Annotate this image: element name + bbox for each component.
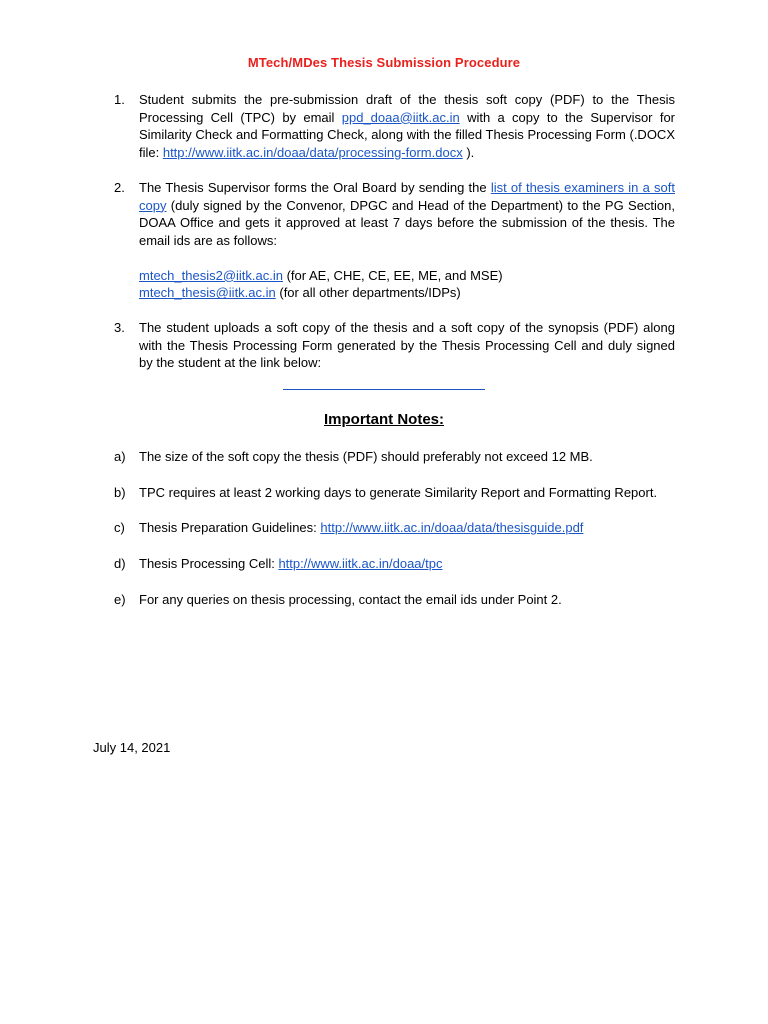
note-d [114, 555, 675, 573]
note-text: TPC requires at least 2 working days to generate Similarity Report and Formatting Report. [139, 484, 658, 500]
step-1 [114, 91, 675, 162]
note-text: Thesis Preparation Guidelines: http://www.iitk.ac.in/doaa/data/thesisguide.pdf [139, 520, 584, 536]
note-c [114, 519, 675, 537]
email-list [139, 267, 675, 302]
note-marker: a) [114, 449, 126, 464]
step-text: Student submits the pre-submission draft of the thesis soft copy (PDF) to the Thesis Processing Cell (TPC) by email ppd_doaa@iitk.ac.in with a copy to the Supervisor for Similarity Check and Formatting Check, along with the filled Thesis Processing Form (.DOCX file: http://www.iitk.ac.in/doaa/data/processing-form.docx ). [139, 92, 676, 161]
upload-link-placeholder[interactable] [283, 389, 485, 390]
note-marker: d) [114, 556, 126, 572]
email-link-thesis2[interactable]: mtech_thesis2@iitk.ac.in [139, 267, 283, 283]
email-line: mtech_thesis@iitk.ac.in (for all other departments/IDPs) [139, 285, 461, 301]
note-a [114, 448, 675, 466]
note-b [114, 484, 675, 502]
note-e [114, 591, 675, 609]
step-marker: 3. [114, 320, 125, 336]
tpc-page-link[interactable]: http://www.iitk.ac.in/doaa/tpc [278, 556, 443, 572]
note-marker: b) [114, 484, 126, 500]
note-marker: e) [114, 591, 126, 607]
examiners-list-link[interactable]: list of thesis examiners in a soft copy [139, 179, 675, 213]
step-marker: 1. [114, 92, 125, 107]
page-title: MTech/MDes Thesis Submission Procedure [247, 55, 521, 70]
email-line: mtech_thesis2@iitk.ac.in (for AE, CHE, CE, EE, ME, and MSE) [139, 267, 503, 283]
procedure-steps [114, 91, 675, 389]
step-2 [114, 179, 675, 302]
step-3 [114, 319, 675, 372]
note-text: Thesis Processing Cell: http://www.iitk.ac.in/doaa/tpc [139, 556, 443, 572]
notes-list [114, 448, 675, 627]
processing-form-link[interactable]: http://www.iitk.ac.in/doaa/data/processing-form.docx [162, 145, 463, 161]
note-marker: c) [114, 520, 125, 536]
notes-heading: Important Notes: [324, 411, 444, 428]
note-text: The size of the soft copy the thesis (PDF) should preferably not exceed 12 MB. [139, 449, 593, 464]
tpc-email-link[interactable]: ppd_doaa@iitk.ac.in [341, 109, 460, 125]
email-link-thesis[interactable]: mtech_thesis@iitk.ac.in [139, 285, 276, 301]
thesis-guide-link[interactable]: http://www.iitk.ac.in/doaa/data/thesisguide.pdf [320, 520, 584, 536]
note-text: For any queries on thesis processing, contact the email ids under Point 2. [139, 591, 562, 607]
step-text: The student uploads a soft copy of the thesis and a soft copy of the synopsis (PDF) along with the Thesis Processing Form generated by the Thesis Processing Cell and duly signed by the student at the link below: [139, 320, 675, 371]
document-date: July 14, 2021 [93, 740, 171, 755]
step-marker: 2. [114, 179, 125, 195]
step-text: The Thesis Supervisor forms the Oral Board by sending the list of thesis examiners in a soft copy (duly signed by the Convenor, DPGC and Head of the Department) to the PG Section, DOAA Office and gets it approved at least 7 days before the submission of the thesis. The email ids are as follows: [139, 179, 675, 248]
